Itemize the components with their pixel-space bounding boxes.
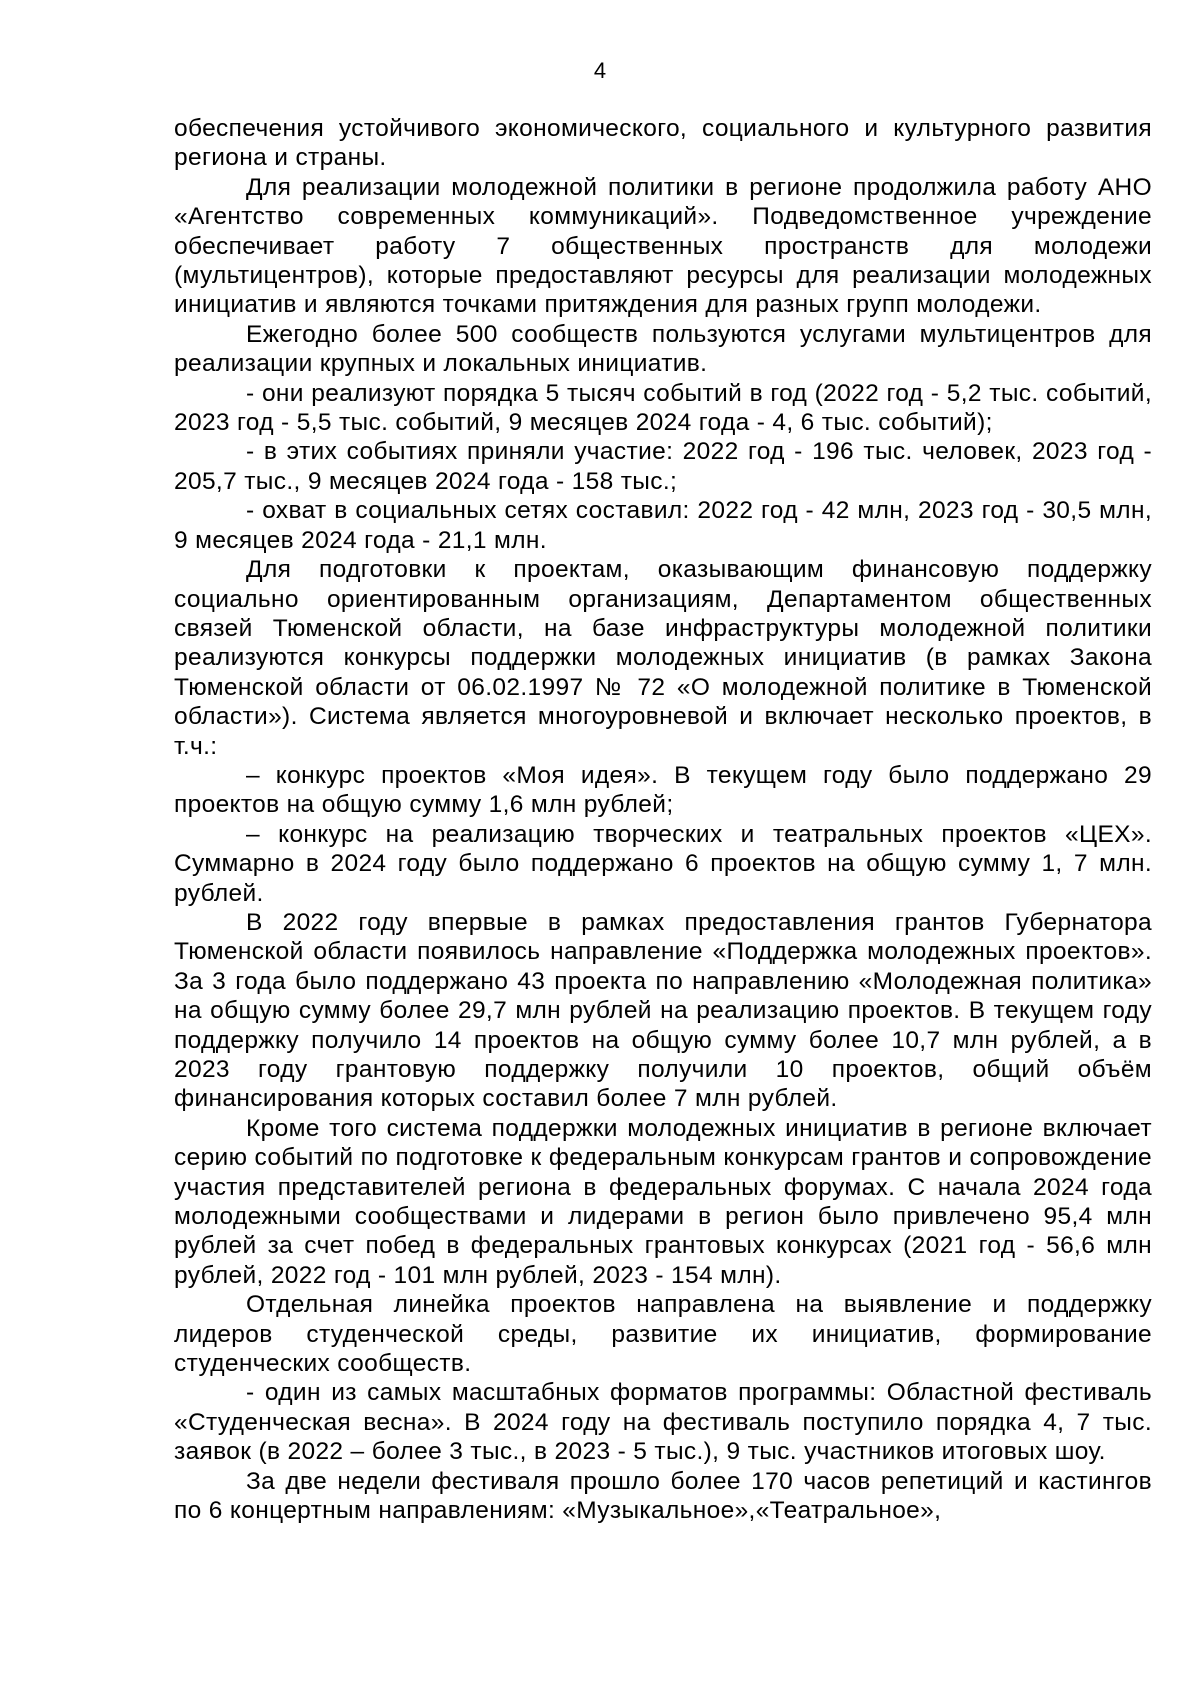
- paragraph-contests: Для подготовки к проектам, оказывающим финансовую поддержку социально ориентированным организациям, Департаментом общественных связей Тюменской области, на базе инфраструктуры молодежной политики реализуются конкурсы поддержки молодежных инициатив (в рамках Закона Тюменской области от 06.02.1997 № 72 «О молодежной политике в Тюменской области»). Система является многоуровневой и включает несколько проектов, в т.ч.:: [174, 556, 1152, 760]
- paragraph-youth-policy-agency: Для реализации молодежной политики в регионе продолжила работу АНО «Агентство современных коммуникаций». Подведомственное учреждение обеспечивает работу 7 общественных пространств для молодежи (мультицентров), которые предоставляют ресурсы для реализации молодежных инициатив и являются точками притяждения для разных групп молодежи.: [174, 173, 1152, 319]
- page-number: 4: [593, 58, 607, 83]
- list-item-tsekh: – конкурс на реализацию творческих и театральных проектов «ЦЕХ». Суммарно в 2024 году было поддержано 6 проектов на общую сумму 1, 7 млн. рублей.: [174, 820, 1152, 907]
- paragraph-student-leaders: Отдельная линейка проектов направлена на выявление и поддержку лидеров студенческой среды, развитие их инициатив, формирование студенческих сообществ.: [174, 1291, 1152, 1378]
- list-item-my-idea: – конкурс проектов «Моя идея». В текущем году было поддержано 29 проектов на общую сумму 1,6 млн рублей;: [174, 761, 1152, 819]
- paragraph-continuation: обеспечения устойчивого экономического, социального и культурного развития региона и страны.: [174, 115, 1152, 172]
- list-item-student-spring: - один из самых масштабных форматов программы: Областной фестиваль «Студенческая весна». В 2024 году на фестиваль поступило порядка 4, 7 тыс. заявок (в 2022 – более 3 тыс., в 2023 - 5 тыс.), 9 тыс. участников итоговых шоу.: [174, 1379, 1152, 1466]
- paragraph-communities: Ежегодно более 500 сообществ пользуются услугами мультицентров для реализации крупных и локальных инициатив.: [174, 320, 1152, 378]
- list-item-participants: - в этих событиях приняли участие: 2022 год - 196 тыс. человек, 2023 год - 205,7 тыс., 9 месяцев 2024 года - 158 тыс.;: [174, 438, 1152, 495]
- list-item-events: - они реализуют порядка 5 тысяч событий в год (2022 год - 5,2 тыс. событий, 2023 год - 5,5 тыс. событий, 9 месяцев 2024 года - 4, 6 тыс. событий);: [174, 379, 1152, 437]
- paragraph-federal-grants: Кроме того система поддержки молодежных инициатив в регионе включает серию событий по подготовке к федеральным конкурсам грантов и сопровождение участия представителей региона в федеральных форумах. С начала 2024 года молодежными сообществами и лидерами в регион было привлечено 95,4 млн рублей за счет побед в федеральных грантовых конкурсах (2021 год - 56,6 млн рублей, 2022 год - 101 млн рублей, 2023 - 154 млн).: [174, 1114, 1152, 1289]
- paragraph-festival-rehearsals: За две недели фестиваля прошло более 170 часов репетиций и кастингов по 6 концертным направлениям: «Музыкальное»,«Театральное»,: [174, 1467, 1152, 1525]
- document-body: [174, 114, 1152, 1526]
- paragraph-governor-grants: В 2022 году впервые в рамках предоставления грантов Губернатора Тюменской области появилось направление «Поддержка молодежных проектов». За 3 года было поддержано 43 проекта по направлению «Молодежная политика» на общую сумму более 29,7 млн рублей на реализацию проектов. В текущем году поддержку получило 14 проектов на общую сумму более 10,7 млн рублей, а в 2023 году грантовую поддержку получили 10 проектов, общий объём финансирования которых составил более 7 млн рублей.: [174, 908, 1152, 1113]
- list-item-social-reach: - охват в социальных сетях составил: 2022 год - 42 млн, 2023 год - 30,5 млн, 9 месяцев 2024 года - 21,1 млн.: [174, 497, 1152, 554]
